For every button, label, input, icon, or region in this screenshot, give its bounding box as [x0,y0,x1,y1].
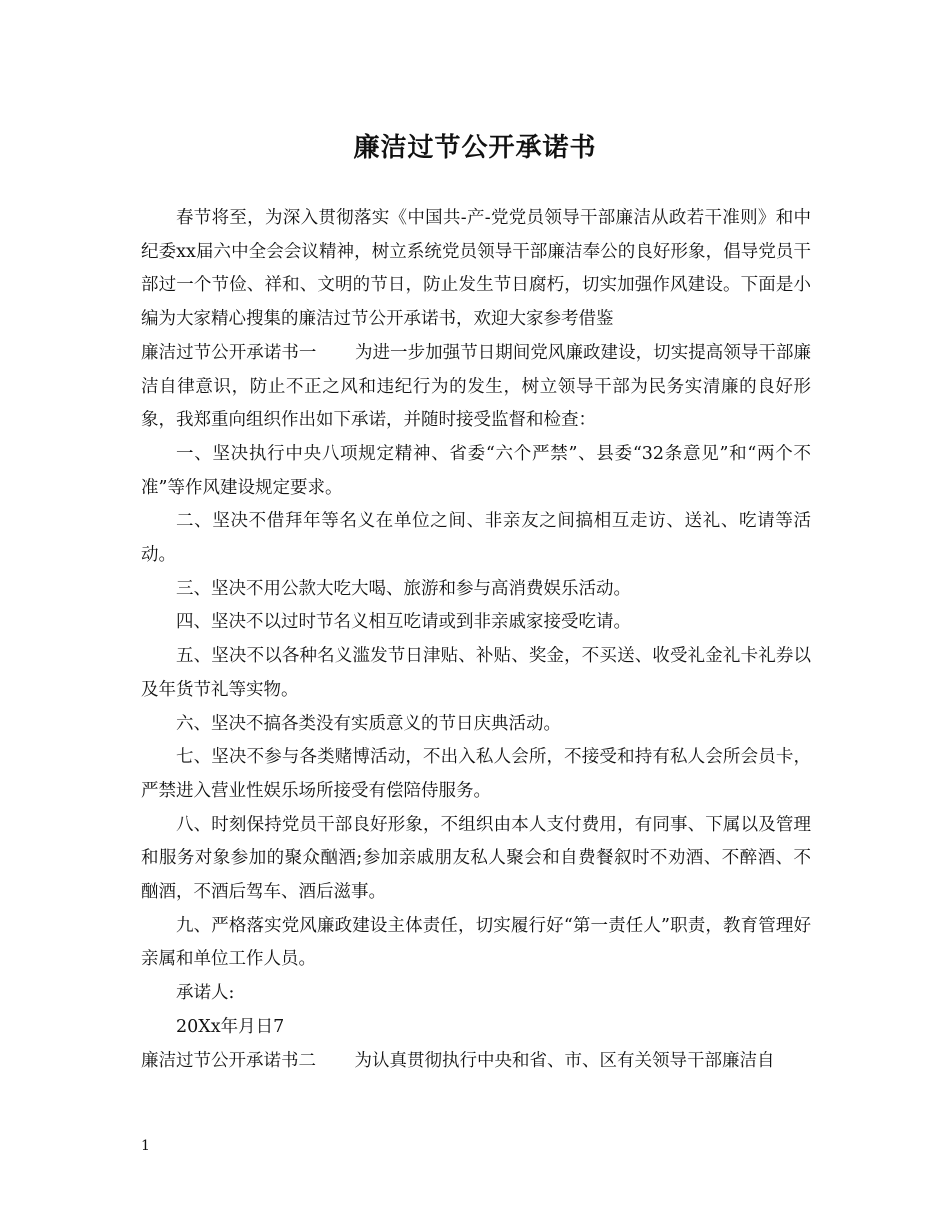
section2-paragraph [141,1045,811,1079]
section1-heading: 廉洁过节公开承诺书一 [141,342,317,363]
pledge-item-2: 二、坚决不借拜年等名义在单位之间、非亲友之间搞相互走访、送礼、吃请等活动。 [141,511,811,566]
page-number: 1 [141,1138,150,1154]
pledge-item-6: 六、坚决不搞各类没有实质意义的节日庆典活动。 [176,713,561,734]
pledge-item-1: 一、坚决执行中央八项规定精神、省委“六个严禁”、县委“32条意见”和“两个不准”等作风建设规定要求。 [141,443,811,498]
pledge-item-8: 八、时刻保持党员干部良好形象，不组织由本人支付费用，有同事、下属以及管理和服务对象参加的聚众酗酒;参加亲戚朋友私人聚会和自费餐叙时不劝酒、不醉酒、不酗酒，不酒后驾车、酒后滋事。 [141,814,811,903]
pledge-item-3: 三、坚决不用公款大吃大喝、旅游和参与高消费娱乐活动。 [176,578,631,599]
pledge-item-7: 七、坚决不参与各类赌博活动，不出入私人会所，不接受和持有私人会所会员卡，严禁进入营业性娱乐场所接受有偿陪侍服务。 [141,747,811,801]
section2-heading: 廉洁过节公开承诺书二 [141,1050,316,1071]
pledge-item-9: 九、严格落实党风廉政建设主体责任，切实履行好“第一责任人”职责，教育管理好亲属和单位工作人员。 [141,915,811,970]
pledge-item-4: 四、坚决不以过时节名义相互吃请或到非亲戚家接受吃请。 [176,612,631,633]
document-title: 廉洁过节公开承诺书 [353,133,597,163]
date-line: 20Xx年月日7 [176,1016,285,1037]
section2-text: 为认真贯彻执行中央和省、市、区有关领导干部廉洁自 [354,1050,775,1071]
signature-label: 承诺人: [176,983,235,1004]
document-body [141,202,811,1078]
pledge-item-5: 五、坚决不以各种名义滥发节日津贴、补贴、奖金，不买送、收受礼金礼卡礼券以及年货节礼等实物。 [141,646,811,700]
section1-paragraph [141,337,811,438]
section1-text: 为进一步加强节日期间党风廉政建设，切实提高领导干部廉洁自律意识，防止不正之风和违纪行为的发生，树立领导干部为民务实清廉的良好形象，我郑重向组织作出如下承诺，并随时接受监督和检查： [141,342,812,431]
intro-paragraph: 春节将至，为深入贯彻落实《中国共-产-党党员领导干部廉洁从政若干准则》和中纪委xx届六中全会会议精神，树立系统党员领导干部廉洁奉公的良好形象，倡导党员干部过一个节俭、祥和、文明的节日，防止发生节日腐朽，切实加强作风建设。下面是小编为大家精心搜集的廉洁过节公开承诺书，欢迎大家参考借鉴 [141,208,811,330]
